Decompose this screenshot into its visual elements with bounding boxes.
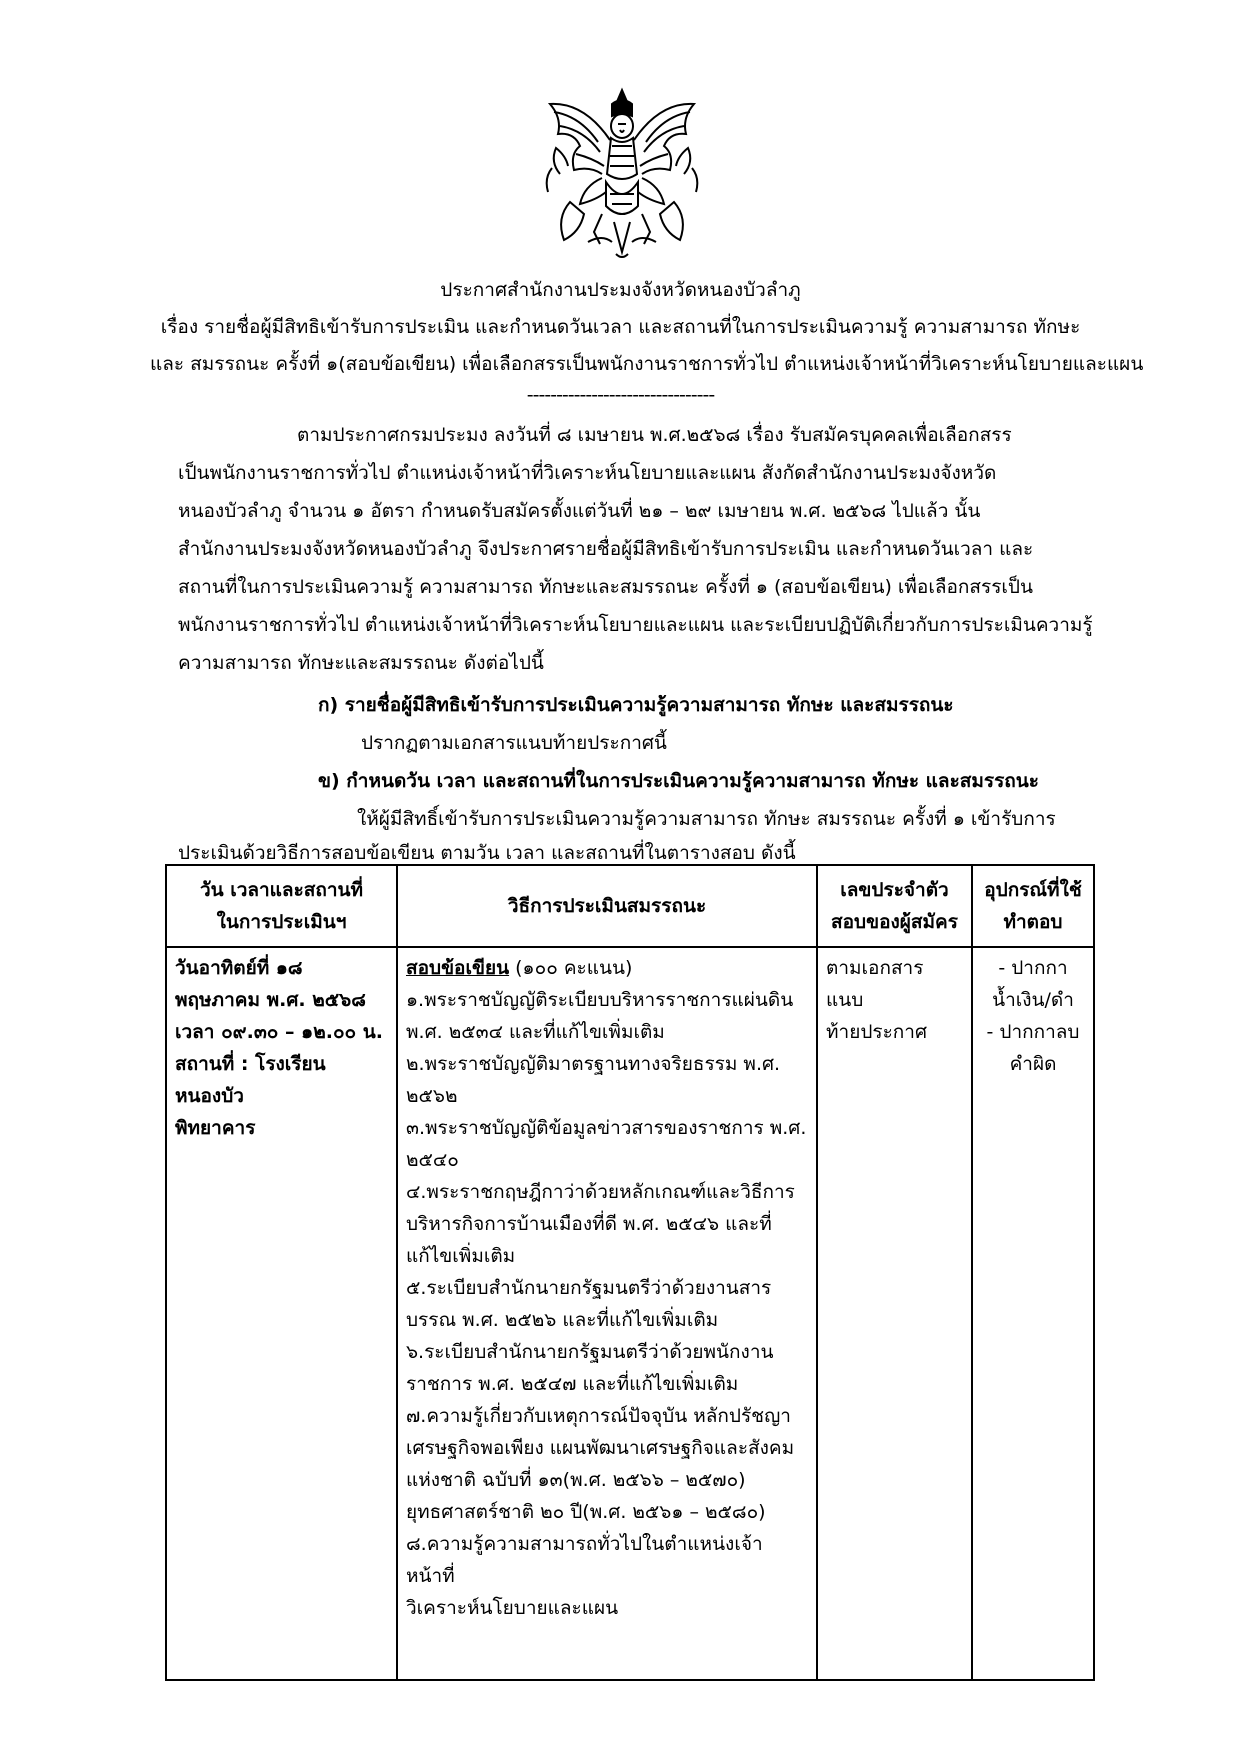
para-line-7: ความสามารถ ทักษะและสมรรถนะ ดังต่อไปนี้ xyxy=(178,652,544,674)
header-schedule-line-2: ในการประเมินฯ xyxy=(216,911,347,933)
method-line: ๑.พระราชบัญญัติระเบียบบริหารราชการแผ่นดิน xyxy=(406,989,794,1011)
candidate-id-cell xyxy=(817,947,972,1680)
method-line: ๘.ความรู้ความสามารถทั่วไปในตำแหน่งเจ้าหน้าที่ xyxy=(406,1533,763,1587)
header-candidate-id-line-1: เลขประจำตัว xyxy=(840,879,949,901)
header-equipment xyxy=(972,865,1094,947)
section-b-line-2: ประเมินด้วยวิธีการสอบข้อเขียน ตามวัน เวลา และสถานที่ในตารางสอบ ดังนี้ xyxy=(178,842,796,864)
section-b-line-1: ให้ผู้มีสิทธิ์เข้ารับการประเมินความรู้ความสามารถ ทักษะ สมรรถนะ ครั้งที่ ๑ เข้ารับการ xyxy=(357,808,1056,830)
method-line: ยุทธศาสตร์ชาติ ๒๐ ปี(พ.ศ. ๒๕๖๑ – ๒๕๘๐) xyxy=(406,1501,766,1523)
method-line: แก้ไขเพิ่มเติม xyxy=(406,1245,516,1267)
method-heading-line xyxy=(406,952,808,984)
announcement-title: ประกาศสำนักงานประมงจังหวัดหนองบัวลำภู xyxy=(440,279,801,301)
separator: -------------------------------- xyxy=(526,384,715,406)
header-schedule-line-1: วัน เวลาและสถานที่ xyxy=(199,879,364,901)
method-line: ๒๕๖๒ xyxy=(406,1085,458,1107)
schedule-line: พิทยาคาร xyxy=(175,1117,256,1139)
header-schedule xyxy=(166,865,397,947)
schedule-cell xyxy=(166,947,397,1680)
table-header-row xyxy=(166,865,1094,947)
method-line: พ.ศ. ๒๕๓๔ และที่แก้ไขเพิ่มเติม xyxy=(406,1021,665,1043)
equipment-line: คำผิด xyxy=(1009,1053,1057,1075)
section-b-heading: ข) กำหนดวัน เวลา และสถานที่ในการประเมินความรู้ความสามารถ ทักษะ และสมรรถนะ xyxy=(318,770,1039,792)
table-row xyxy=(166,947,1094,1680)
method-line: เศรษฐกิจพอเพียง แผนพัฒนาเศรษฐกิจและสังคม xyxy=(406,1437,795,1459)
equipment-line: - ปากกาลบ xyxy=(986,1021,1080,1043)
para-line-2: เป็นพนักงานราชการทั่วไป ตำแหน่งเจ้าหน้าที่วิเคราะห์นโยบายและแผน สังกัดสำนักงานประมงจังหวัด xyxy=(178,462,997,484)
schedule-line: เวลา ๐๙.๓๐ – ๑๒.๐๐ น. xyxy=(175,1021,383,1043)
header-candidate-id xyxy=(817,865,972,947)
equipment-line: น้ำเงิน/ดำ xyxy=(992,989,1074,1011)
para-line-3: หนองบัวลำภู จำนวน ๑ อัตรา กำหนดรับสมัครตั้งแต่วันที่ ๒๑ – ๒๙ เมษายน พ.ศ. ๒๕๖๘ ไปแล้ว นั้น xyxy=(178,500,981,522)
method-cell xyxy=(397,947,817,1680)
candidate-id-line: ท้ายประกาศ xyxy=(826,1021,928,1043)
subject-line-1: เรื่อง รายชื่อผู้มีสิทธิเข้ารับการประเมิน และกำหนดวันเวลา และสถานที่ในการประเมินความรู้ ความสามารถ ทักษะ xyxy=(160,316,1081,338)
subject-line-2: และ สมรรถนะ ครั้งที่ ๑(สอบข้อเขียน) เพื่อเลือกสรรเป็นพนักงานราชการทั่วไป ตำแหน่งเจ้าหน้าที่วิเคราะห์นโยบายและแผน xyxy=(150,353,1144,375)
candidate-id-line: ตามเอกสาร แนบ xyxy=(826,957,924,1011)
header-equipment-line-2: ทำตอบ xyxy=(1003,911,1063,933)
method-line: ๕.ระเบียบสำนักนายกรัฐมนตรีว่าด้วยงานสาร xyxy=(406,1277,772,1299)
section-a-heading: ก) รายชื่อผู้มีสิทธิเข้ารับการประเมินความรู้ความสามารถ ทักษะ และสมรรถนะ xyxy=(318,694,954,716)
equipment-cell xyxy=(972,947,1094,1680)
method-line: ๒.พระราชบัญญัติมาตรฐานทางจริยธรรม พ.ศ. xyxy=(406,1053,781,1075)
method-line: วิเคราะห์นโยบายและแผน xyxy=(406,1597,619,1619)
method-line: ๒๕๔๐ xyxy=(406,1149,459,1171)
schedule-line: พฤษภาคม พ.ศ. ๒๕๖๘ xyxy=(175,989,366,1011)
equipment-line: - ปากกา xyxy=(998,957,1068,979)
garuda-emblem-icon xyxy=(540,82,704,264)
method-heading: สอบข้อเขียน xyxy=(406,957,510,979)
method-line: ๔.พระราชกฤษฎีกาว่าด้วยหลักเกณฑ์และวิธีการ xyxy=(406,1181,795,1203)
method-line: ๖.ระเบียบสำนักนายกรัฐมนตรีว่าด้วยพนักงาน xyxy=(406,1341,774,1363)
exam-schedule-table xyxy=(165,864,1095,1681)
method-line: ๗.ความรู้เกี่ยวกับเหตุการณ์ปัจจุบัน หลักปรัชญา xyxy=(406,1405,791,1427)
method-line: ๓.พระราชบัญญัติข้อมูลข่าวสารของราชการ พ.ศ. xyxy=(406,1117,807,1139)
para-line-5: สถานที่ในการประเมินความรู้ ความสามารถ ทักษะและสมรรถนะ ครั้งที่ ๑ (สอบข้อเขียน) เพื่อเลือกสรรเป็น xyxy=(178,576,1033,598)
para-line-4: สำนักงานประมงจังหวัดหนองบัวลำภู จึงประกาศรายชื่อผู้มีสิทธิเข้ารับการประเมิน และกำหนดวันเวลา และ xyxy=(178,538,1034,560)
section-a-text: ปรากฏตามเอกสารแนบท้ายประกาศนี้ xyxy=(361,732,667,754)
method-line: แห่งชาติ ฉบับที่ ๑๓(พ.ศ. ๒๕๖๖ – ๒๕๗๐) xyxy=(406,1469,746,1491)
header-candidate-id-line-2: สอบของผู้สมัคร xyxy=(831,911,958,933)
method-line: บรรณ พ.ศ. ๒๕๒๖ และที่แก้ไขเพิ่มเติม xyxy=(406,1309,719,1331)
schedule-line: วันอาทิตย์ที่ ๑๘ xyxy=(175,957,303,979)
para-line-1: ตามประกาศกรมประมง ลงวันที่ ๘ เมษายน พ.ศ.๒๕๖๘ เรื่อง รับสมัครบุคคลเพื่อเลือกสรร xyxy=(297,424,1012,446)
method-line: บริหารกิจการบ้านเมืองที่ดี พ.ศ. ๒๕๔๖ และที่ xyxy=(406,1213,772,1235)
header-method: วิธีการประเมินสมรรถนะ xyxy=(397,865,817,947)
header-equipment-line-1: อุปกรณ์ที่ใช้ xyxy=(984,879,1082,901)
schedule-line: สถานที่ : โรงเรียนหนองบัว xyxy=(175,1053,326,1107)
method-points: (๑๐๐ คะแนน) xyxy=(509,957,633,979)
method-line: ราชการ พ.ศ. ๒๕๔๗ และที่แก้ไขเพิ่มเติม xyxy=(406,1373,739,1395)
para-line-6: พนักงานราชการทั่วไป ตำแหน่งเจ้าหน้าที่วิเคราะห์นโยบายและแผน และระเบียบปฏิบัติเกี่ยวกับการประเมินความรู้ xyxy=(178,614,1093,636)
